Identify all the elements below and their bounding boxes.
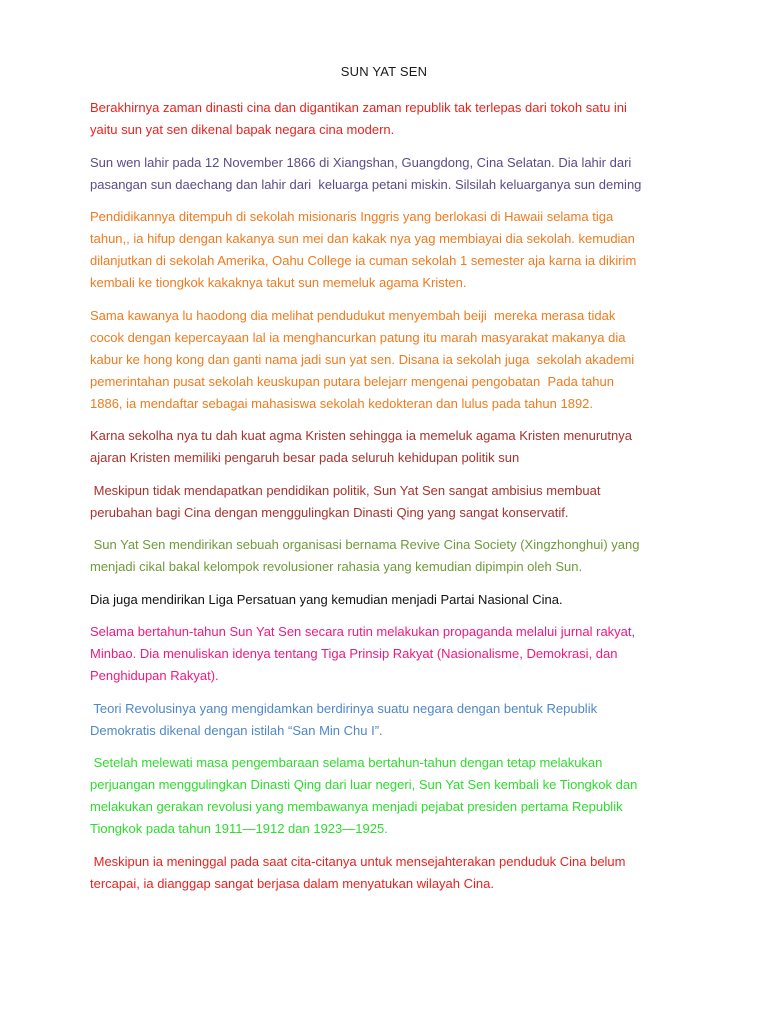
paragraph-line: Selama bertahun-tahun Sun Yat Sen secara rutin melakukan propaganda melalui jurnal rakyat, xyxy=(90,624,636,639)
paragraph-line: tahun,, ia hifup dengan kakanya sun mei dan kakak nya yag membiayai dia sekolah. kemudian xyxy=(90,231,635,246)
document-body xyxy=(90,97,690,905)
paragraph-line: Karna sekolha nya tu dah kuat agma Kristen sehingga ia memeluk agama Kristen menurutnya xyxy=(90,428,632,443)
paragraph-line: Minbao. Dia menuliskan idenya tentang Tiga Prinsip Rakyat (Nasionalisme, Demokrasi, dan xyxy=(90,646,618,661)
paragraph-line: tercapai, ia dianggap sangat berjasa dalam menyatukan wilayah Cina. xyxy=(90,875,494,891)
paragraph-2 xyxy=(90,152,690,196)
paragraph-line: menjadi cikal bakal kelompok revolusioner rahasia yang kemudian dipimpin oleh Sun. xyxy=(90,559,583,574)
paragraph-line: yaitu sun yat sen dikenal bapak negara cina modern. xyxy=(90,122,395,137)
paragraph-line: pemerintahan pusat sekolah keuskupan putara belejarr mengenai pengobatan Pada tahun xyxy=(90,373,614,389)
paragraph-line: Penghidupan Rakyat). xyxy=(90,668,219,683)
paragraph-3 xyxy=(90,206,690,294)
paragraph-9 xyxy=(90,621,690,687)
paragraph-5 xyxy=(90,425,690,469)
paragraph-8 xyxy=(90,589,690,611)
document-title: SUN YAT SEN xyxy=(340,64,428,79)
paragraph-line: kabur ke hong kong dan ganti nama jadi sun yat sen. Disana ia sekolah juga sekolah akademi xyxy=(90,351,635,367)
paragraph-line: Meskipun tidak mendapatkan pendidikan politik, Sun Yat Sen sangat ambisius membuat xyxy=(90,482,601,498)
paragraph-10 xyxy=(90,698,690,742)
paragraph-line: perjuangan menggulingkan Dinasti Qing dari luar negeri, Sun Yat Sen kembali ke Tiongkok dan xyxy=(90,777,638,792)
paragraph-line: Teori Revolusinya yang mengidamkan berdirinya suatu negara dengan bentuk Republik xyxy=(90,700,598,716)
paragraph-line: Meskipun ia meninggal pada saat cita-citanya untuk mensejahterakan penduduk Cina belum xyxy=(90,853,626,869)
paragraph-line: cocok dengan kepercayaan lal ia menghancurkan patung itu marah masyarakat makanya dia xyxy=(90,329,626,345)
paragraph-line: Sun Yat Sen mendirikan sebuah organisasi bernama Revive Cina Society (Xingzhonghui) yang xyxy=(90,537,640,552)
paragraph-4 xyxy=(90,305,690,415)
paragraph-11 xyxy=(90,752,690,840)
paragraph-line: kembali ke tiongkok kakaknya takut sun memeluk agama Kristen. xyxy=(90,275,467,290)
paragraph-line: dilanjutkan di sekolah Amerika, Oahu College ia cuman sekolah 1 semester aja karna ia dikirim xyxy=(90,253,637,268)
paragraph-line: Pendidikannya ditempuh di sekolah misionaris Inggris yang berlokasi di Hawaii selama tiga xyxy=(90,209,614,224)
paragraph-line: melakukan gerakan revolusi yang membawanya menjadi pejabat presiden pertama Republik xyxy=(90,799,623,814)
paragraph-1 xyxy=(90,97,690,141)
paragraph-line: pasangan sun daechang dan lahir dari keluarga petani miskin. Silsilah keluarganya sun deming xyxy=(90,176,642,192)
paragraph-line: ajaran Kristen memiliki pengaruh besar pada seluruh kehidupan politik sun xyxy=(90,450,520,465)
paragraph-6 xyxy=(90,480,690,524)
paragraph-line: Tiongkok pada tahun 1911—1912 dan 1923—1925. xyxy=(90,821,388,836)
paragraph-line: perubahan bagi Cina dengan menggulingkan Dinasti Qing yang sangat konservatif. xyxy=(90,504,569,520)
paragraph-line: Setelah melewati masa pengembaraan selama bertahun-tahun dengan tetap melakukan xyxy=(90,755,603,770)
paragraph-12 xyxy=(90,851,690,895)
paragraph-line: Berakhirnya zaman dinasti cina dan digantikan zaman republik tak terlepas dari tokoh satu ini xyxy=(90,100,627,115)
paragraph-line: Sun wen lahir pada 12 November 1866 di Xiangshan, Guangdong, Cina Selatan. Dia lahir dari xyxy=(90,154,632,170)
paragraph-line: Dia juga mendirikan Liga Persatuan yang kemudian menjadi Partai Nasional Cina. xyxy=(90,591,563,607)
paragraph-line: Demokratis dikenal dengan istilah “San Min Chu I”. xyxy=(90,722,383,738)
paragraph-line: Sama kawanya lu haodong dia melihat pendudukut menyembah beiji mereka merasa tidak xyxy=(90,307,616,323)
paragraph-7 xyxy=(90,534,690,578)
paragraph-line: 1886, ia mendaftar sebagai mahasiswa sekolah kedokteran dan lulus pada tahun 1892. xyxy=(90,395,594,411)
